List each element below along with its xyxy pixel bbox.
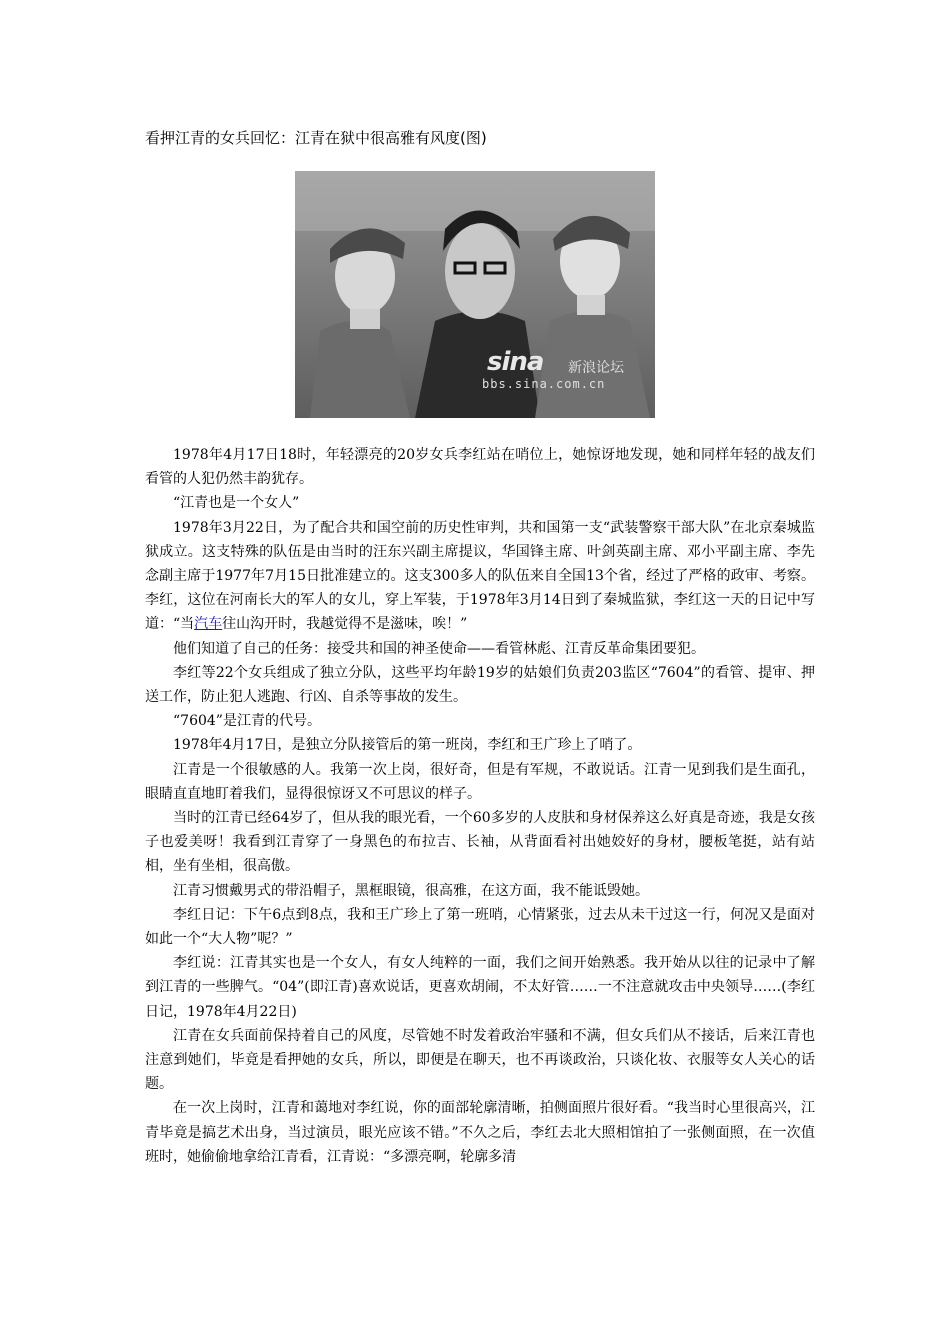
car-link[interactable]: 汽车 [194,616,223,633]
paragraph: 当时的江青已经64岁了，但从我的眼光看，一个60多岁的人皮肤和身材保养这么好真是奇迹，我是女孩子也爱美呀！我看到江青穿了一身黑色的布拉吉、长袖，从背面看衬出她姣好的身材，腰板笔挺，站有站相，坐有坐相，很高傲。 [145,810,815,875]
sina-logo-watermark: sina [487,347,544,377]
paragraph: 李红日记：下午6点到8点，我和王广珍上了第一班哨，心情紧张，过去从未干过这一行，何况又是面对如此一个“大人物”呢？” [145,906,815,948]
paragraph-text: 往山沟开时，我越觉得不是滋味，唉！” [222,616,468,633]
paragraph: 1978年4月17日，是独立分队接管后的第一班岗，李红和王广珍上了哨了。 [173,737,642,754]
watermark-site-name: 新浪论坛 [568,360,624,376]
paragraph: “7604”是江青的代号。 [173,713,321,730]
paragraph: 李红说：江青其实也是一个女人，有女人纯粹的一面，我们之间开始熟悉。我开始从以往的记录中了解到江青的一些脾气。“04”(即江青)喜欢说话，更喜欢胡闹，不太好管……一不注意就攻击中央领导……(李红日记，1978年4月22日) [145,955,815,1020]
article-title: 看押江青的女兵回忆：江青在狱中很高雅有风度(图) [145,129,487,147]
paragraph: 江青在女兵面前保持着自己的风度，尽管她不时发着政治牢骚和不满，但女兵们从不接话，后来江青也注意到她们，毕竟是看押她的女兵，所以，即便是在聊天，也不再谈政治，只谈化妆、衣服等女人关心的话题。 [145,1027,815,1093]
article-body [145,443,815,1169]
paragraph-text: 1978年3月22日，为了配合共和国空前的历史性审判，共和国第一支“武装警察干部大队”在北京秦城监狱成立。这支特殊的队伍是由当时的汪东兴副主席提议，华国锋主席、叶剑英副主席、邓小平副主席、李先念副主席于1977年7月15日批准建立的。这支300多人的队伍来自全国13个省，经过了严格的政审、考察。李红，这位在河南长大的军人的女儿，穿上军装，于1978年3月14日到了秦城监狱，李红这一天的日记中写道：“当 [145,519,815,633]
paragraph: 江青习惯戴男式的带沿帽子，黑框眼镜，很高雅，在这方面，我不能诋毁她。 [173,882,649,899]
watermark-url: bbs.sina.com.cn [482,377,606,391]
paragraph [145,516,815,637]
paragraph: 江青是一个很敏感的人。我第一次上岗，很好奇，但是有军规，不敢说话。江青一见到我们是生面孔，眼睛直直地盯着我们，显得很惊讶又不可思议的样子。 [145,761,815,802]
paragraph: 李红等22个女兵组成了独立分队，这些平均年龄19岁的姑娘们负责203监区“7604”的看管、提审、押送工作，防止犯人逃跑、行凶、自杀等事故的发生。 [145,664,815,706]
paragraph: 他们知道了自己的任务：接受共和国的神圣使命——看管林彪、江青反革命集团要犯。 [173,640,705,657]
paragraph: 在一次上岗时，江青和蔼地对李红说，你的面部轮廓清晰，拍侧面照片很好看。“我当时心里很高兴，江青毕竟是搞艺术出身，当过演员，眼光应该不错。”不久之后，李红去北大照相馆拍了一张侧面照，在一次值班时，她偷偷地拿给江青看，江青说：“多漂亮啊，轮廓多清 [145,1100,815,1165]
section-heading: “江青也是一个女人” [173,495,300,512]
paragraph: 1978年4月17日18时，年轻漂亮的20岁女兵李红站在哨位上，她惊讶地发现，她和同样年轻的战友们看管的人犯仍然丰韵犹存。 [145,447,815,488]
